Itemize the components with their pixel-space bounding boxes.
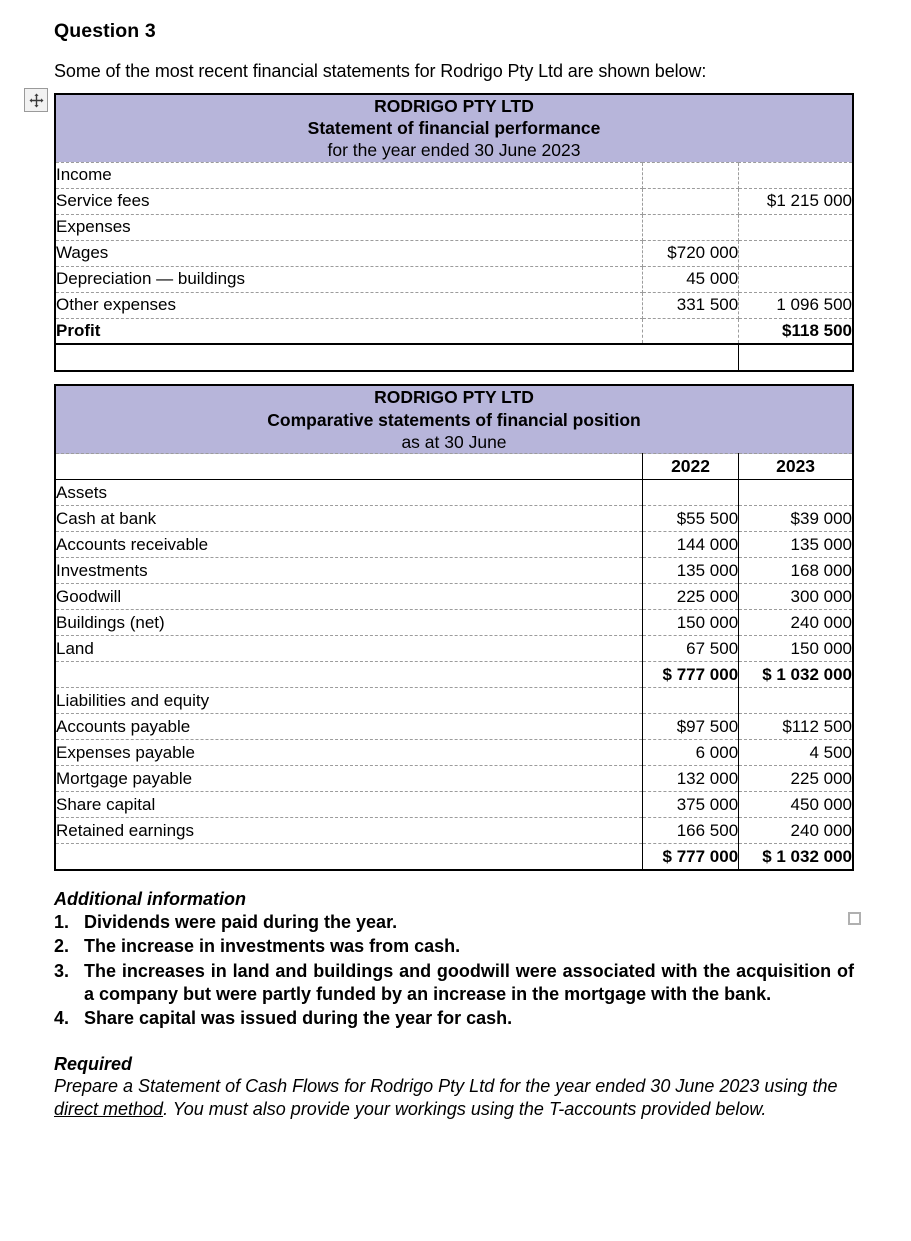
list-item-marker: 3. (54, 960, 70, 981)
additional-information-section (54, 871, 854, 1032)
row-col-2022: 144 000 (642, 532, 738, 558)
table-row (55, 584, 853, 610)
row-col-2022: 67 500 (642, 636, 738, 662)
row-col-2022: 375 000 (642, 792, 738, 818)
row-col-2023: $112 500 (739, 714, 853, 740)
required-text-before: Prepare a Statement of Cash Flows for Rodrigo Pty Ltd for the year ended 30 June 2023 using the (54, 1075, 838, 1096)
row-col2: $1 215 000 (739, 188, 853, 214)
required-emphasis: direct method (54, 1099, 164, 1120)
row-col1 (642, 162, 738, 188)
statement-period: as at 30 June (401, 431, 507, 452)
table-row (55, 292, 853, 318)
row-col-2023: 450 000 (739, 792, 853, 818)
row-label: Income (55, 162, 642, 188)
row-col-2023: $ 1 032 000 (739, 844, 853, 870)
row-col1: 331 500 (642, 292, 738, 318)
table-row (55, 818, 853, 844)
column-header-2023: 2023 (739, 454, 853, 480)
list-item-text: Dividends were paid during the year. (84, 911, 398, 932)
table-row (55, 266, 853, 292)
spacer-row (55, 345, 853, 371)
row-col1: 45 000 (642, 266, 738, 292)
statement-name: Statement of financial performance (307, 117, 601, 138)
row-label: Profit (55, 318, 642, 344)
table-row-total (55, 662, 853, 688)
table-spacer (54, 345, 854, 372)
table-row (55, 506, 853, 532)
table-row (55, 480, 853, 506)
row-label: Expenses payable (55, 740, 642, 766)
balance-sheet-table (54, 384, 854, 871)
row-label: Depreciation — buildings (55, 266, 642, 292)
required-section (54, 1032, 854, 1122)
row-label: Expenses (55, 214, 642, 240)
row-col1 (642, 214, 738, 240)
row-col-2023: 135 000 (739, 532, 853, 558)
row-label (55, 662, 642, 688)
row-label: Liabilities and equity (55, 688, 642, 714)
row-col-2022: $ 777 000 (642, 844, 738, 870)
additional-information-list (54, 911, 854, 1032)
table-row (55, 610, 853, 636)
company-name: RODRIGO PTY LTD (374, 387, 534, 408)
table-row (55, 558, 853, 584)
row-col1 (642, 318, 738, 344)
row-col-2023: $39 000 (739, 506, 853, 532)
row-col-2022 (642, 480, 738, 506)
row-label: Mortgage payable (55, 766, 642, 792)
table-row (55, 188, 853, 214)
row-col2 (739, 266, 853, 292)
row-col-2023: 300 000 (739, 584, 853, 610)
row-col-2023: 150 000 (739, 636, 853, 662)
row-col-2023 (739, 480, 853, 506)
column-header-2022: 2022 (642, 454, 738, 480)
list-item-marker: 4. (54, 1008, 70, 1029)
row-label: Land (55, 636, 642, 662)
list-item-text: The increase in investments was from cash. (84, 936, 461, 957)
list-item-marker: 2. (54, 936, 70, 957)
row-label: Other expenses (55, 292, 642, 318)
row-col-2022: 150 000 (642, 610, 738, 636)
row-col2: $118 500 (739, 318, 853, 344)
list-item-text: The increases in land and buildings and goodwill were associated with the acquisition of a company but were partly funded by an increase in the mortgage with the bank. (84, 960, 854, 1005)
row-label: Service fees (55, 188, 642, 214)
row-col-2023: 240 000 (739, 818, 853, 844)
row-label (55, 844, 642, 870)
table-row-total (55, 318, 853, 344)
row-col-2022: $ 777 000 (642, 662, 738, 688)
spacer-cell-right (739, 345, 853, 371)
row-label: Accounts receivable (55, 532, 642, 558)
row-label: Goodwill (55, 584, 642, 610)
row-label: Buildings (net) (55, 610, 642, 636)
statement-name: Comparative statements of financial position (267, 409, 641, 430)
table-row-total (55, 844, 853, 870)
balance-sheet-title-cell (55, 385, 853, 454)
balance-sheet-title-row (55, 385, 853, 454)
row-col-2023: 168 000 (739, 558, 853, 584)
content-column (54, 0, 854, 1122)
income-statement-table (54, 93, 854, 346)
row-col-2023 (739, 688, 853, 714)
table-row (55, 688, 853, 714)
income-statement-title-row (55, 94, 853, 163)
row-label: Wages (55, 240, 642, 266)
list-item (54, 911, 854, 935)
balance-sheet-column-header-row (55, 454, 853, 480)
table-row (55, 714, 853, 740)
column-header-blank (55, 454, 642, 480)
income-statement-title-cell (55, 94, 853, 163)
spacer-cell-left (55, 345, 739, 371)
company-name: RODRIGO PTY LTD (374, 95, 534, 116)
page-title: Question 3 (54, 20, 156, 42)
intro-paragraph: Some of the most recent financial statements for Rodrigo Pty Ltd are shown below: (54, 61, 707, 81)
row-label: Assets (55, 480, 642, 506)
table-gap (54, 372, 854, 384)
row-col-2023: 4 500 (739, 740, 853, 766)
row-label: Investments (55, 558, 642, 584)
list-item (54, 935, 854, 959)
table-row (55, 792, 853, 818)
row-col-2023: $ 1 032 000 (739, 662, 853, 688)
table-row (55, 532, 853, 558)
row-col2 (739, 240, 853, 266)
row-col-2023: 240 000 (739, 610, 853, 636)
table-row (55, 636, 853, 662)
row-col1 (642, 188, 738, 214)
row-col-2022: 135 000 (642, 558, 738, 584)
list-item (54, 960, 854, 1008)
required-body (54, 1075, 854, 1122)
row-label: Retained earnings (55, 818, 642, 844)
row-label: Share capital (55, 792, 642, 818)
row-col2 (739, 214, 853, 240)
row-label: Cash at bank (55, 506, 642, 532)
row-col-2022: 132 000 (642, 766, 738, 792)
table-row (55, 240, 853, 266)
table-row (55, 162, 853, 188)
list-item-text: Share capital was issued during the year for cash. (84, 1008, 513, 1029)
list-item (54, 1007, 854, 1031)
required-heading: Required (54, 1053, 133, 1074)
row-col-2022: $55 500 (642, 506, 738, 532)
list-item-marker: 1. (54, 911, 70, 932)
table-row (55, 214, 853, 240)
row-col-2022: $97 500 (642, 714, 738, 740)
row-col2 (739, 162, 853, 188)
move-cross-icon[interactable] (24, 88, 48, 112)
statement-period: for the year ended 30 June 2023 (327, 140, 581, 161)
row-col-2022: 166 500 (642, 818, 738, 844)
row-col-2022: 6 000 (642, 740, 738, 766)
row-col1: $720 000 (642, 240, 738, 266)
required-text-after: . You must also provide your workings using the T-accounts provided below. (163, 1099, 767, 1120)
row-label: Accounts payable (55, 714, 642, 740)
row-col2: 1 096 500 (739, 292, 853, 318)
row-col-2023: 225 000 (739, 766, 853, 792)
additional-information-heading: Additional information (54, 888, 246, 909)
table-row (55, 766, 853, 792)
table-row (55, 740, 853, 766)
row-col-2022 (642, 688, 738, 714)
row-col-2022: 225 000 (642, 584, 738, 610)
